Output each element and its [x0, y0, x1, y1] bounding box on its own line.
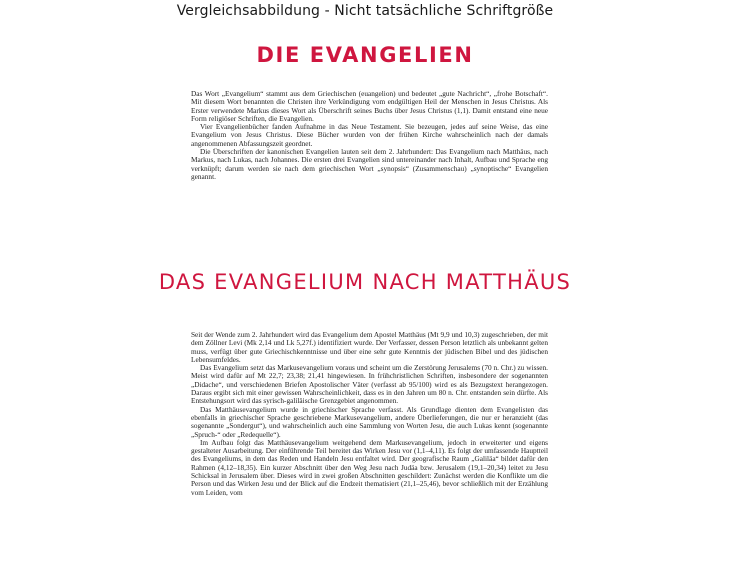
paragraph: Das Matthäusevangelium wurde in griechischer Sprache verfasst. Als Grundlage dienten dem Evangelisten das ebenfalls in griechischer Sprache geschriebene Markusevangelium, andere Überlieferungen, die nur er heranzieht (das sogenannte „Sondergut“), und wahrscheinlich auch eine Sammlung von Worten Jesu, die auch Lukas kennt (sogenannte „Spruch-“ oder „Redequelle“).: [191, 404, 548, 439]
section-title-evangelium-nach-matthaeus: DAS EVANGELIUM NACH MATTHÄUS: [158, 270, 572, 294]
paragraph: Seit der Wende zum 2. Jahrhundert wird das Evangelium dem Apostel Matthäus (Mt 9,9 und 10,3) zugeschrieben, der mit dem Zöllner Levi (Mk 2,14 und Lk 5,27f.) identifiziert wurde. Der Verfasser, dessen Person letztlich als unbekannt gelten muss, verfügt über gute Griechischkenntnisse und über eine sehr gute Kenntnis der jüdischen Bibel und des jüdischen Lebensumfeldes.: [191, 330, 548, 364]
paragraph: Die Überschriften der kanonischen Evangelien lauten seit dem 2. Jahrhundert: Das Evangelium nach Matthäus, nach Markus, nach Lukas, nach Johannes. Die ersten drei Evangelien sind untereinander nach Inhalt, Aufbau und Sprache eng verknüpft; darum werden sie nach dem griechischen Wort „synopsis“ (Zusammenschau) „synoptische“ Evangelien genannt.: [191, 147, 548, 181]
paragraph: Vier Evangelienbücher fanden Aufnahme in das Neue Testament. Sie bezeugen, jedes auf seine Weise, das eine Evangelium von Jesus Christus. Diese Bücher wurden von der frühen Kirche wahrscheinlich nach der damals angenommenen Abfassungszeit geordnet.: [191, 122, 548, 148]
section-body-die-evangelien: [191, 90, 548, 181]
paragraph: Im Aufbau folgt das Matthäusevangelium weitgehend dem Markusevangelium, jedoch in erweiterter und eigens gestalteter Ausarbeitung. Der einführende Teil bereitet das Wirken Jesu vor (1,1–4,11). Es folgt der umfassende Hauptteil des Evangeliums, in dem das Reden und Handeln Jesu entfaltet wird. Der geografische Raum „Galiläa“ bildet dafür den Rahmen (4,12–18,35). Ein kurzer Abschnitt über den Weg Jesu nach Judäa bzw. Jerusalem (19,1–20,34) leitet zu Jesu Schicksal in Jerusalem über. Dieses wird in zwei großen Abschnitten geschildert: Zunächst werden die Konflikte um die Person und das Wirken Jesu und der Blick auf die Endzeit thematisiert (21,1–25,46), bevor schließlich mit der Erzählung vom Leiden, vom: [191, 437, 548, 497]
paragraph: Das Wort „Evangelium“ stammt aus dem Griechischen (euangelion) und bedeutet „gute Nachricht“, „frohe Botschaft“. Mit diesem Wort benannten die Christen ihre Verkündigung vom endgültigen Heil der Menschen in Jesus Christus. Als Erster verwendete Markus dieses Wort als Überschrift seines Buchs über Jesus Christus (1,1). Damit entstand eine neue Form religiöser Schriften, die Evangelien.: [191, 89, 548, 123]
paragraph: Das Evangelium setzt das Markusevangelium voraus und scheint um die Zerstörung Jerusalems (70 n. Chr.) zu wissen. Meist wird dafür auf Mt 22,7; 23,38; 21,41 hingewiesen. In frühchristlichen Schriften, insbesondere der sogenannten „Didache“, und verschiedenen Briefen Apostolischer Väter (verfasst ab 95/100) wird es als Bezugstext herangezogen. Daraus ergibt sich mit einer gewissen Wahrscheinlichkeit, dass es in den Jahren um 80 n. Chr. entstanden sein dürfte. Als Entstehungsort wird das syrisch-galiläische Grenzgebiet angenommen.: [191, 363, 548, 406]
comparison-note: Vergleichsabbildung - Nicht tatsächliche Schriftgröße: [176, 3, 554, 19]
section-title-die-evangelien: DIE EVANGELIEN: [256, 43, 474, 67]
section-body-matthaeus: [191, 331, 548, 497]
